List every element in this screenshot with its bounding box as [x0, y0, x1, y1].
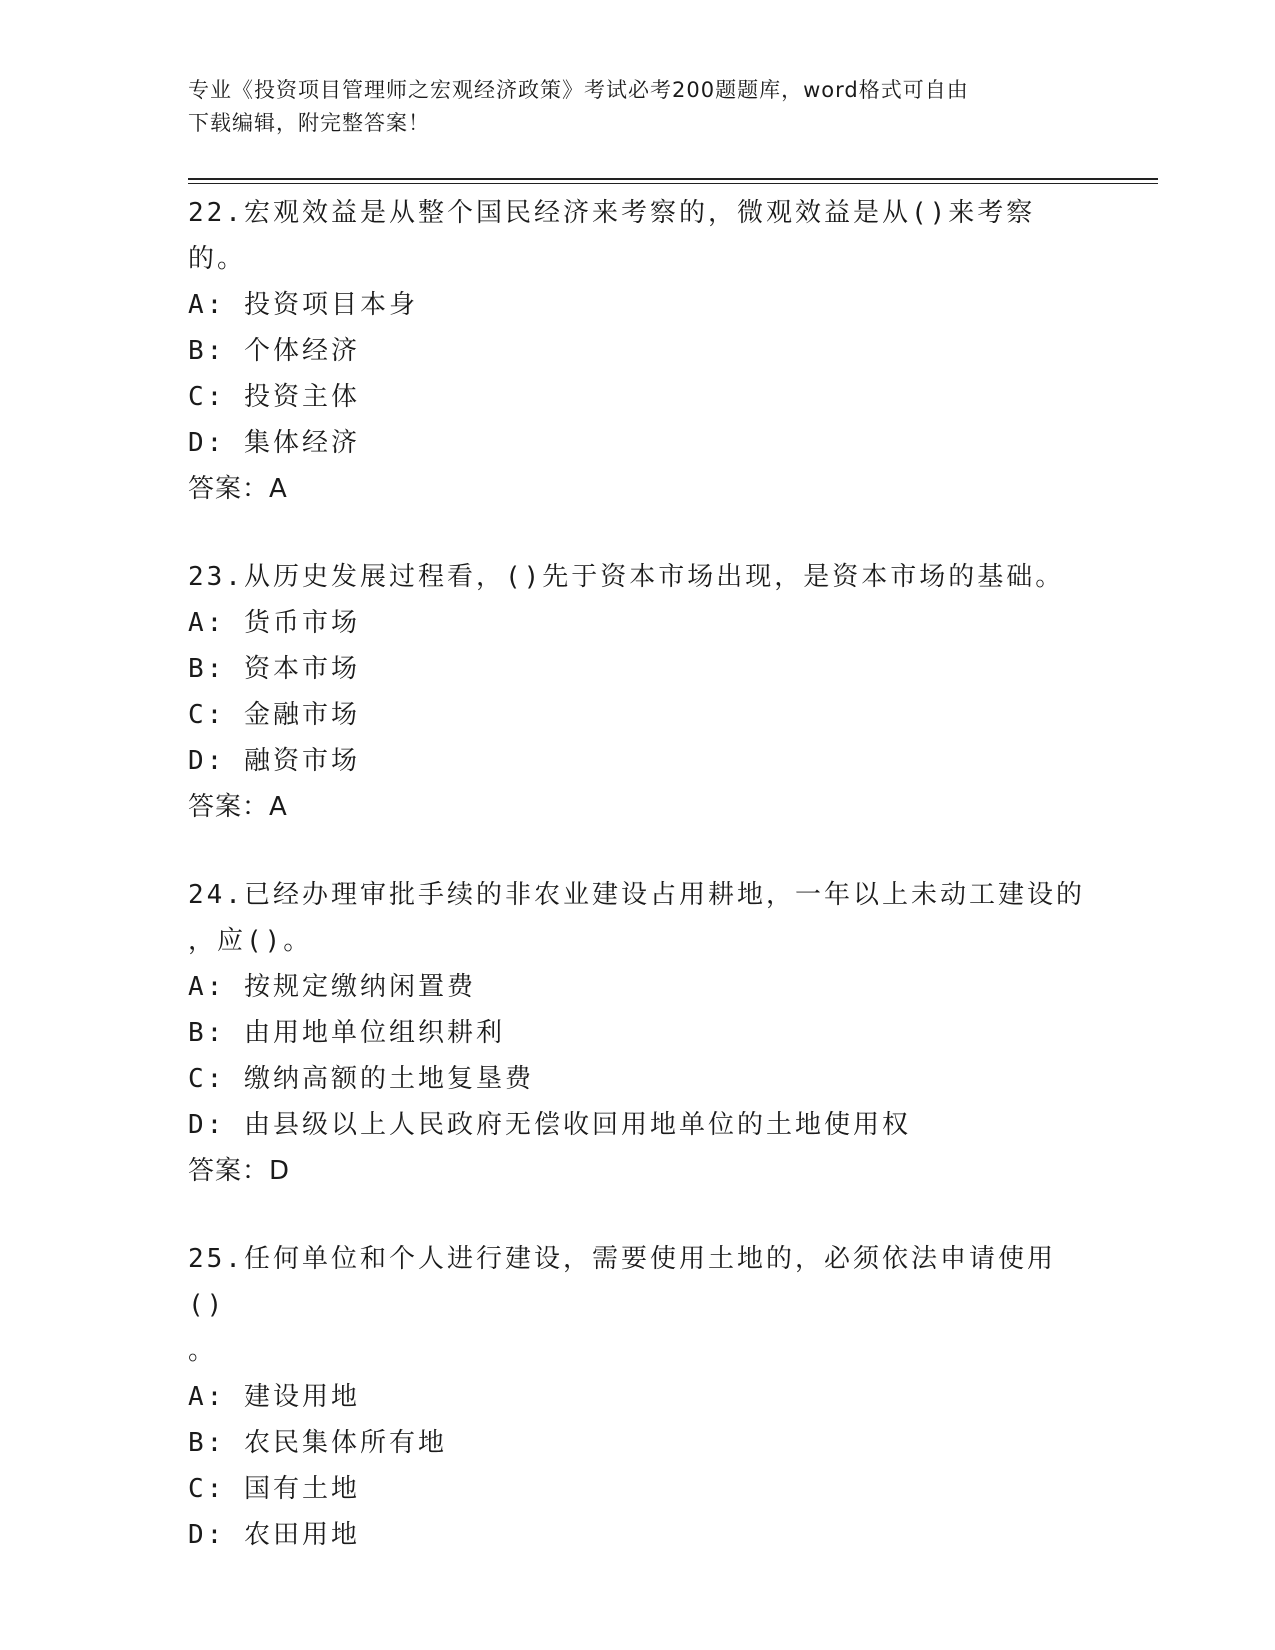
question-23: [188, 554, 1088, 830]
option-c: C: 金融市场: [188, 700, 360, 730]
answer: 答案：D: [188, 1156, 291, 1186]
option-b: B: 农民集体所有地: [188, 1428, 447, 1458]
header-divider-thick: [188, 178, 1158, 180]
option-d: D: 农田用地: [188, 1520, 360, 1550]
header-line-2: 下载编辑，附完整答案！: [188, 111, 430, 135]
option-d: D: 融资市场: [188, 746, 360, 776]
option-a: A: 投资项目本身: [188, 290, 418, 320]
question-stem: 23.从历史发展过程看，()先于资本市场出现，是资本市场的基础。: [188, 562, 1065, 592]
answer: 答案：A: [188, 474, 288, 504]
option-a: A: 建设用地: [188, 1382, 360, 1412]
document-header: [188, 74, 1068, 140]
question-stem: 22.宏观效益是从整个国民经济来考察的，微观效益是从()来考察的。: [188, 198, 1036, 274]
question-stem-line-1: 25.任何单位和个人进行建设，需要使用土地的，必须依法申请使用(): [188, 1244, 1056, 1320]
question-stem-line-2: 。: [188, 1336, 218, 1366]
option-c: C: 国有土地: [188, 1474, 360, 1504]
option-c: C: 缴纳高额的土地复垦费: [188, 1064, 534, 1094]
question-22: [188, 190, 1088, 512]
option-a: A: 按规定缴纳闲置费: [188, 972, 476, 1002]
question-list: [188, 190, 1088, 1600]
option-c: C: 投资主体: [188, 382, 360, 412]
question-stem-line-2: ，应()。: [188, 926, 313, 956]
option-d: D: 由县级以上人民政府无偿收回用地单位的土地使用权: [188, 1110, 911, 1140]
question-stem-line-1: 24.已经办理审批手续的非农业建设占用耕地，一年以上未动工建设的: [188, 880, 1085, 910]
question-24: [188, 872, 1088, 1194]
question-25: [188, 1236, 1088, 1558]
header-divider-thin: [188, 183, 1158, 184]
option-b: B: 个体经济: [188, 336, 360, 366]
header-line-1: 专业《投资项目管理师之宏观经济政策》考试必考200题题库，word格式可自由: [188, 78, 969, 102]
option-d: D: 集体经济: [188, 428, 360, 458]
option-a: A: 货币市场: [188, 608, 360, 638]
answer: 答案：A: [188, 792, 288, 822]
option-b: B: 由用地单位组织耕利: [188, 1018, 505, 1048]
option-b: B: 资本市场: [188, 654, 360, 684]
